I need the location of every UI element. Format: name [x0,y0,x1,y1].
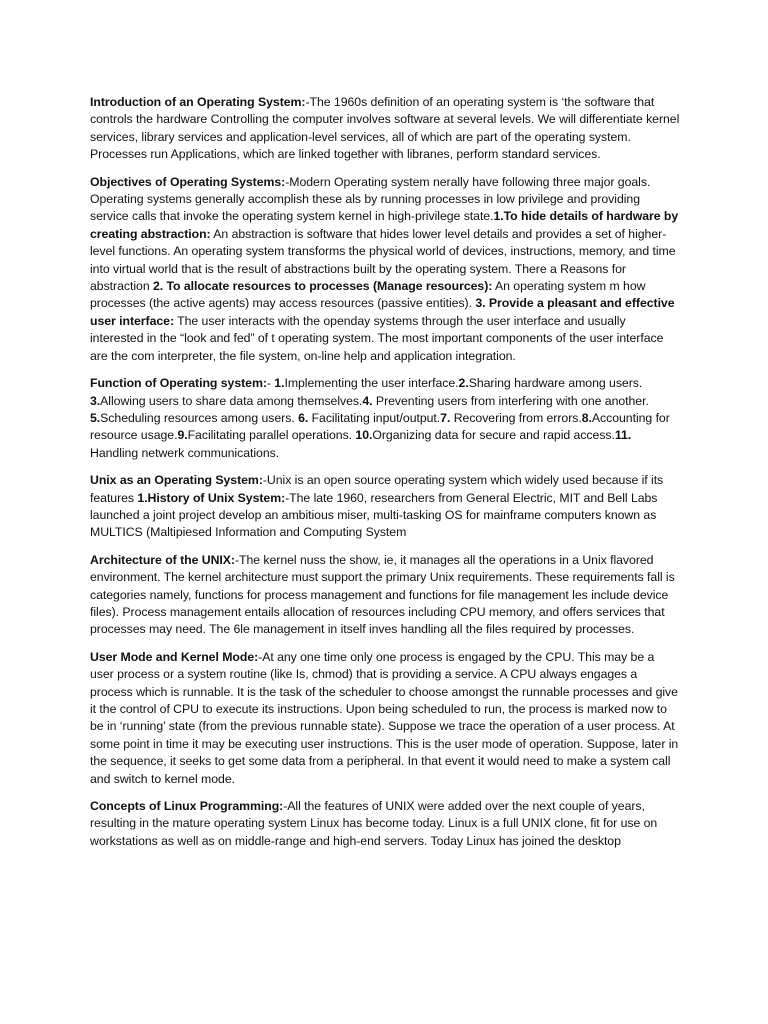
body-text: Sharing hardware among users. [468,376,643,391]
body-text: An operating system m how processes (the active agents) may access resources (passive entities). [90,279,646,311]
bold-term: 7. [440,410,451,425]
body-text: Accounting for resource usage. [90,410,670,443]
body-text: Handling netwerk communications. [90,445,280,460]
body-text: -All the features of UNIX were added over the next couple of years, resulting in the mature operating system Linux has become today. Linux is a full UNIX clone, fit for use on workstations as well as on middle-range and high-end servers. Today Linux has joined the desktop [90,799,658,848]
bold-term: 10. [355,428,373,443]
body-text: -Modern Operating system nerally have following three major goals. Operating systems generally accomplish these als by running processes in low privilege and providing service calls that invoke the operating system kernel in high-privilege state. [90,174,651,224]
body-text: -Unix is an open source operating system which widely used because if its features [90,473,664,505]
bold-term: 1.To hide details of hardware by creating abstraction: [90,209,679,241]
body-text: Facilitating input/output. [308,410,441,425]
bold-term: Unix as an Operating System: [90,473,263,488]
paragraph-objectives [90,174,680,365]
bold-term: 5. [90,410,101,425]
bold-term: User Mode and Kernel Mode: [90,649,259,664]
body-text: -The late 1960, researchers from General Electric, MIT and Bell Labs launched a joint project develop an ambitious miser, multi-tasking OS for mainframe computers known as MULTICS (Maltipiesed Information and Computing System [90,490,658,540]
paragraph-user-kernel-mode [90,649,680,788]
bold-term: Introduction of an Operating System: [90,95,306,109]
bold-term: 3. Provide a pleasant and effective user interface: [90,296,675,328]
bold-term: 2. [458,376,469,391]
body-text: Scheduling resources among users. [100,410,299,425]
bold-term: Function of Operating system: [90,376,267,391]
body-text: -At any one time only one process is engaged by the CPU. This may be a user process or a system routine (like Is, chmod) that is providing a service. A CPU always engages a process which is runnable. It is the task of the scheduler to choose amongst the runnable processes and give it the control of CPU to execute its instructions. Upon being scheduled to run, the process is marked now to be in ‘running’ state (from the previous runnable state). Suppose we trace the operation of a user process. At some point in time it may be executing user instructions. This is the user mode of operation. Suppose, later in the sequence, it seeks to get some data from a peripheral. In that event it would need to make a system call and switch to kernel mode. [90,649,679,786]
bold-term: 2. To allocate resources to processes (Manage resources): [152,279,493,294]
paragraph-linux-programming [90,798,680,850]
body-text: Organizing data for secure and rapid access. [372,428,615,443]
bold-term: 6. [298,410,309,425]
document-page [90,94,680,860]
body-text: Facilitating parallel operations. [187,428,356,443]
bold-term: 9. [177,428,188,443]
body-text: - [266,376,275,391]
paragraph-introduction [90,94,680,164]
bold-term: Concepts of Linux Programming: [90,799,284,814]
body-text: Implementing the user interface. [284,376,459,391]
body-text: Allowing users to share data among themselves. [100,393,363,408]
paragraph-unix [90,472,680,542]
paragraph-architecture [90,552,680,639]
bold-term: 1. [274,376,285,391]
paragraph-functions [90,375,680,462]
body-text: -The 1960s definition of an operating system is ‘the software that controls the hardware Controlling the computer involves software at several levels. We will differentiate kernel services, library services and application-level services, all of which are part of the operating system. Processes run Applications, which are linked together with libranes, perform standard services. [90,95,680,162]
bold-term: 8. [581,410,592,425]
bold-term: 11. [614,428,632,443]
body-text: Recovering from errors. [450,410,582,425]
body-text: An abstraction is software that hides lower level details and provides a set of higher-level functions. An operating system transforms the physical world of devices, instructions, memory, and time into virtual world that is the result of abstractions built by the operating system. There a Reasons for abstraction [90,226,676,294]
bold-term: 1.History of Unix System: [137,490,286,505]
body-text: -The kernel nuss the show, ie, it manages all the operations in a Unix flavored environment. The kernel architecture must support the primary Unix requirements. These requirements fall is categories namely, functions for process management and functions for file management les include device files). Process management entails allocation of resources including CPU memory, and offers services that processes may need. The 6le management in itself inves handling all the files required by processes. [90,552,675,637]
bold-term: Objectives of Operating Systems: [90,174,286,189]
bold-term: 3. [90,393,101,408]
bold-term: Architecture of the UNIX: [90,552,235,567]
bold-term: 4. [362,393,373,408]
body-text: Preventing users from interfering with one another. [372,393,649,408]
body-text: The user interacts with the openday systems through the user interface and usually interested in the “look and fed” of t operating system. The most important components of the user interface are the com interpreter, the file system, on-line help and application integration. [90,313,664,363]
